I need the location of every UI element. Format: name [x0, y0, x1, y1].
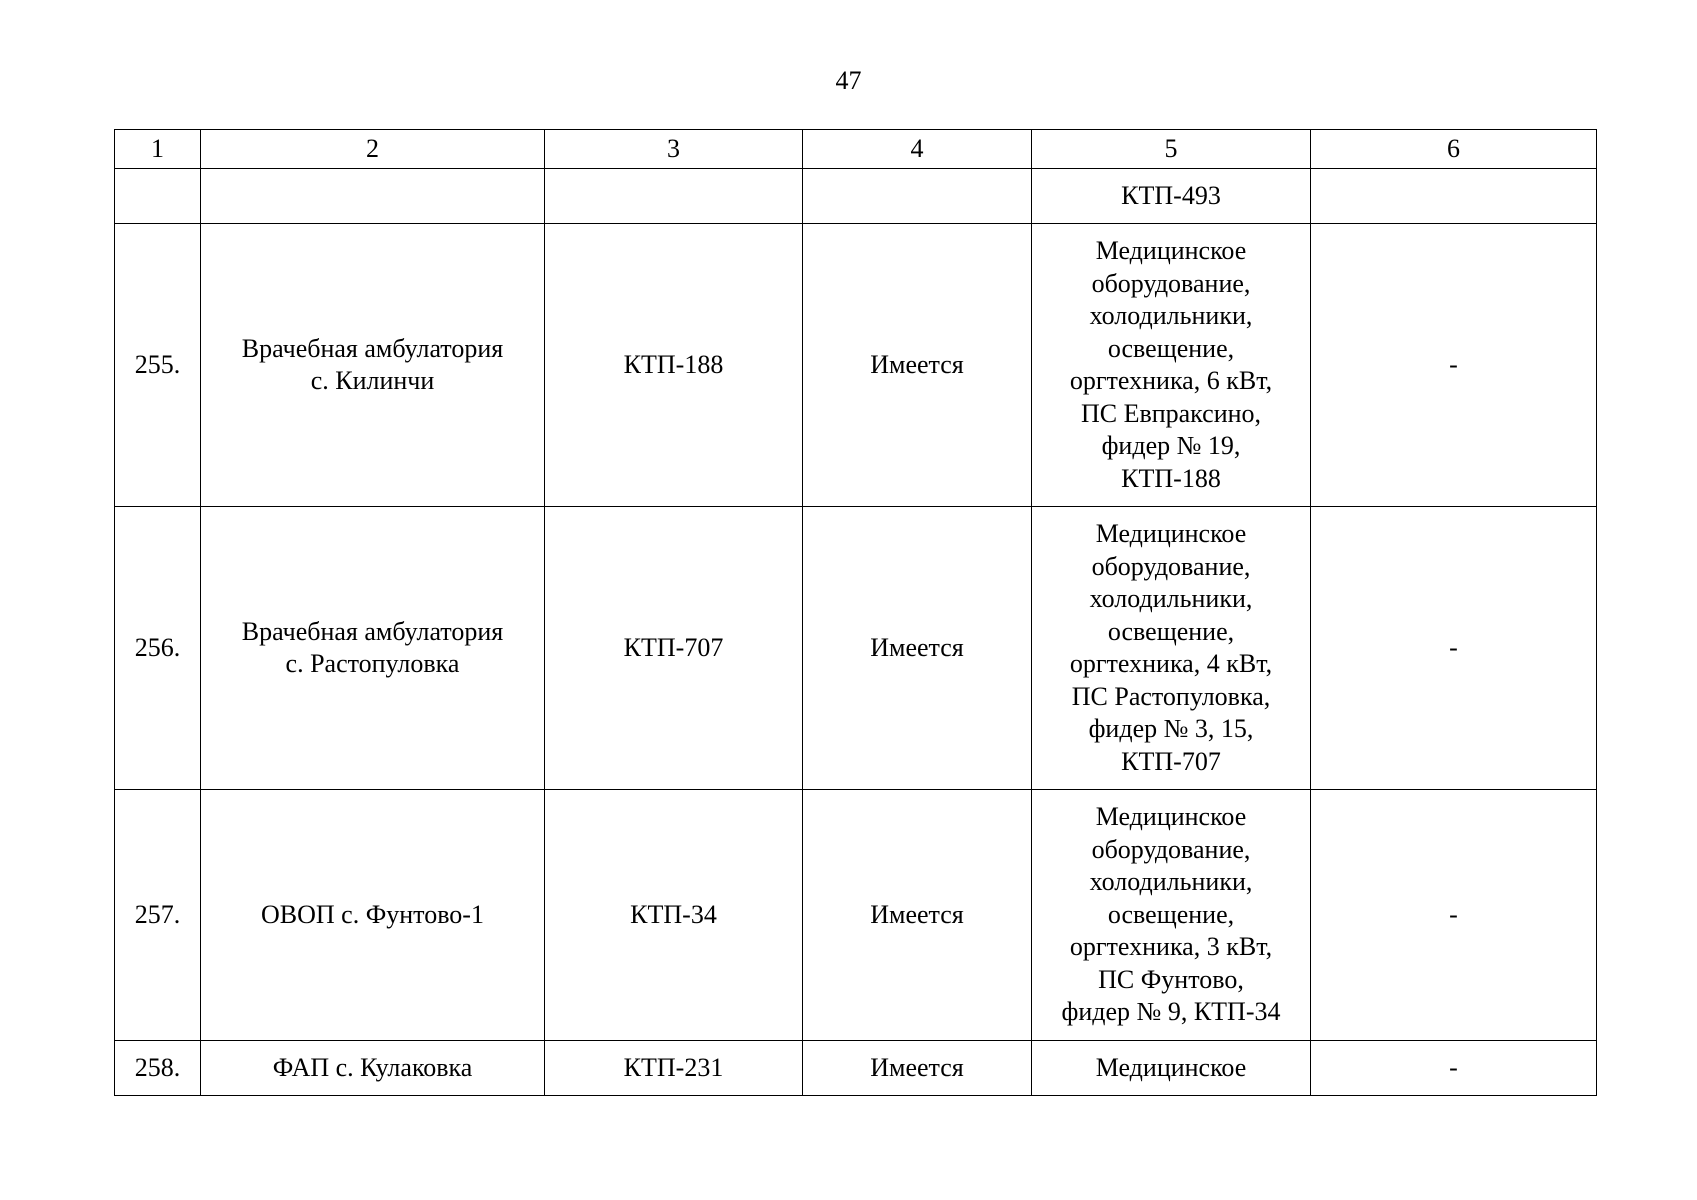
facility-name-cell-line: с. Растопуловка	[285, 649, 460, 678]
details-cell-line: ПС Евпраксино,	[1080, 398, 1262, 428]
availability-cell	[803, 169, 1032, 224]
note-cell: -	[1311, 1041, 1597, 1096]
table-row	[115, 507, 1597, 790]
facility-name-cell-line: Врачебная амбулатория	[241, 333, 504, 363]
facility-name-cell-line: с. Килинчи	[310, 366, 435, 395]
details-cell-line: КТП-493	[1121, 180, 1221, 210]
page-number: 47	[835, 66, 862, 95]
details-cell-line: оргтехника, 4 кВт,	[1069, 649, 1273, 678]
note-cell: -	[1311, 790, 1597, 1041]
availability-cell: Имеется	[803, 507, 1032, 790]
row-number-cell	[115, 169, 201, 224]
note-cell: -	[1311, 507, 1597, 790]
row-number-cell: 256.	[115, 507, 201, 790]
facility-name-cell	[201, 224, 545, 507]
details-cell-line: оргтехника, 3 кВт,	[1069, 932, 1273, 962]
ktp-cell	[545, 169, 803, 224]
table-row	[115, 169, 1597, 224]
availability-cell: Имеется	[803, 1041, 1032, 1096]
row-number-cell: 255.	[115, 224, 201, 507]
details-cell-line: ПС Растопуловка,	[1071, 681, 1271, 711]
facility-name-cell-line: ФАП с. Кулаковка	[272, 1052, 473, 1082]
facility-name-cell	[201, 169, 545, 224]
row-number-cell: 257.	[115, 790, 201, 1041]
availability-cell: Имеется	[803, 790, 1032, 1041]
header-cell: 6	[1311, 130, 1597, 169]
table-row	[115, 224, 1597, 507]
details-cell-line: Медицинское	[1095, 236, 1247, 265]
table-row	[115, 1041, 1597, 1096]
details-cell	[1032, 790, 1311, 1041]
header-cell: 5	[1032, 130, 1311, 169]
facility-name-cell-line: Врачебная амбулатория	[241, 616, 504, 646]
details-cell	[1032, 1041, 1311, 1096]
data-table	[114, 129, 1597, 1096]
details-cell-line: Медицинское	[1095, 519, 1247, 548]
availability-cell: Имеется	[803, 224, 1032, 507]
table-header-row	[115, 130, 1597, 169]
details-cell-line: КТП-707	[1121, 746, 1221, 776]
ktp-cell: КТП-707	[545, 507, 803, 790]
details-cell-line: освещение,	[1107, 616, 1235, 646]
details-cell-line: фидер № 19,	[1101, 431, 1241, 460]
details-cell-line: КТП-188	[1121, 463, 1221, 493]
details-cell-line: оргтехника, 6 кВт,	[1069, 366, 1273, 395]
details-cell-line: оборудование,	[1091, 268, 1251, 298]
table-row	[115, 790, 1597, 1041]
header-cell: 3	[545, 130, 803, 169]
details-cell-line: Медицинское	[1095, 1052, 1247, 1082]
facility-name-cell	[201, 507, 545, 790]
facility-name-cell	[201, 1041, 545, 1096]
details-cell-line: ПС Фунтово,	[1098, 964, 1244, 994]
details-cell-line: холодильники,	[1089, 301, 1253, 330]
row-number-cell: 258.	[115, 1041, 201, 1096]
ktp-cell: КТП-34	[545, 790, 803, 1041]
details-cell-line: Медицинское	[1095, 802, 1247, 832]
note-cell	[1311, 169, 1597, 224]
facility-name-cell	[201, 790, 545, 1041]
header-cell: 1	[115, 130, 201, 169]
header-cell: 2	[201, 130, 545, 169]
ktp-cell: КТП-188	[545, 224, 803, 507]
details-cell	[1032, 507, 1311, 790]
details-cell-line: холодильники,	[1089, 584, 1253, 613]
details-cell-line: фидер № 9, КТП-34	[1061, 997, 1281, 1027]
details-cell-line: освещение,	[1107, 333, 1235, 363]
ktp-cell: КТП-231	[545, 1041, 803, 1096]
facility-name-cell-line: ОВОП с. Фунтово-1	[261, 899, 484, 929]
details-cell-line: фидер № 3, 15,	[1088, 714, 1254, 743]
header-cell: 4	[803, 130, 1032, 169]
details-cell-line: освещение,	[1107, 899, 1235, 929]
details-cell-line: холодильники,	[1089, 867, 1253, 897]
details-cell	[1032, 224, 1311, 507]
details-cell	[1032, 169, 1311, 224]
details-cell-line: оборудование,	[1091, 834, 1251, 864]
note-cell: -	[1311, 224, 1597, 507]
details-cell-line: оборудование,	[1091, 551, 1251, 581]
